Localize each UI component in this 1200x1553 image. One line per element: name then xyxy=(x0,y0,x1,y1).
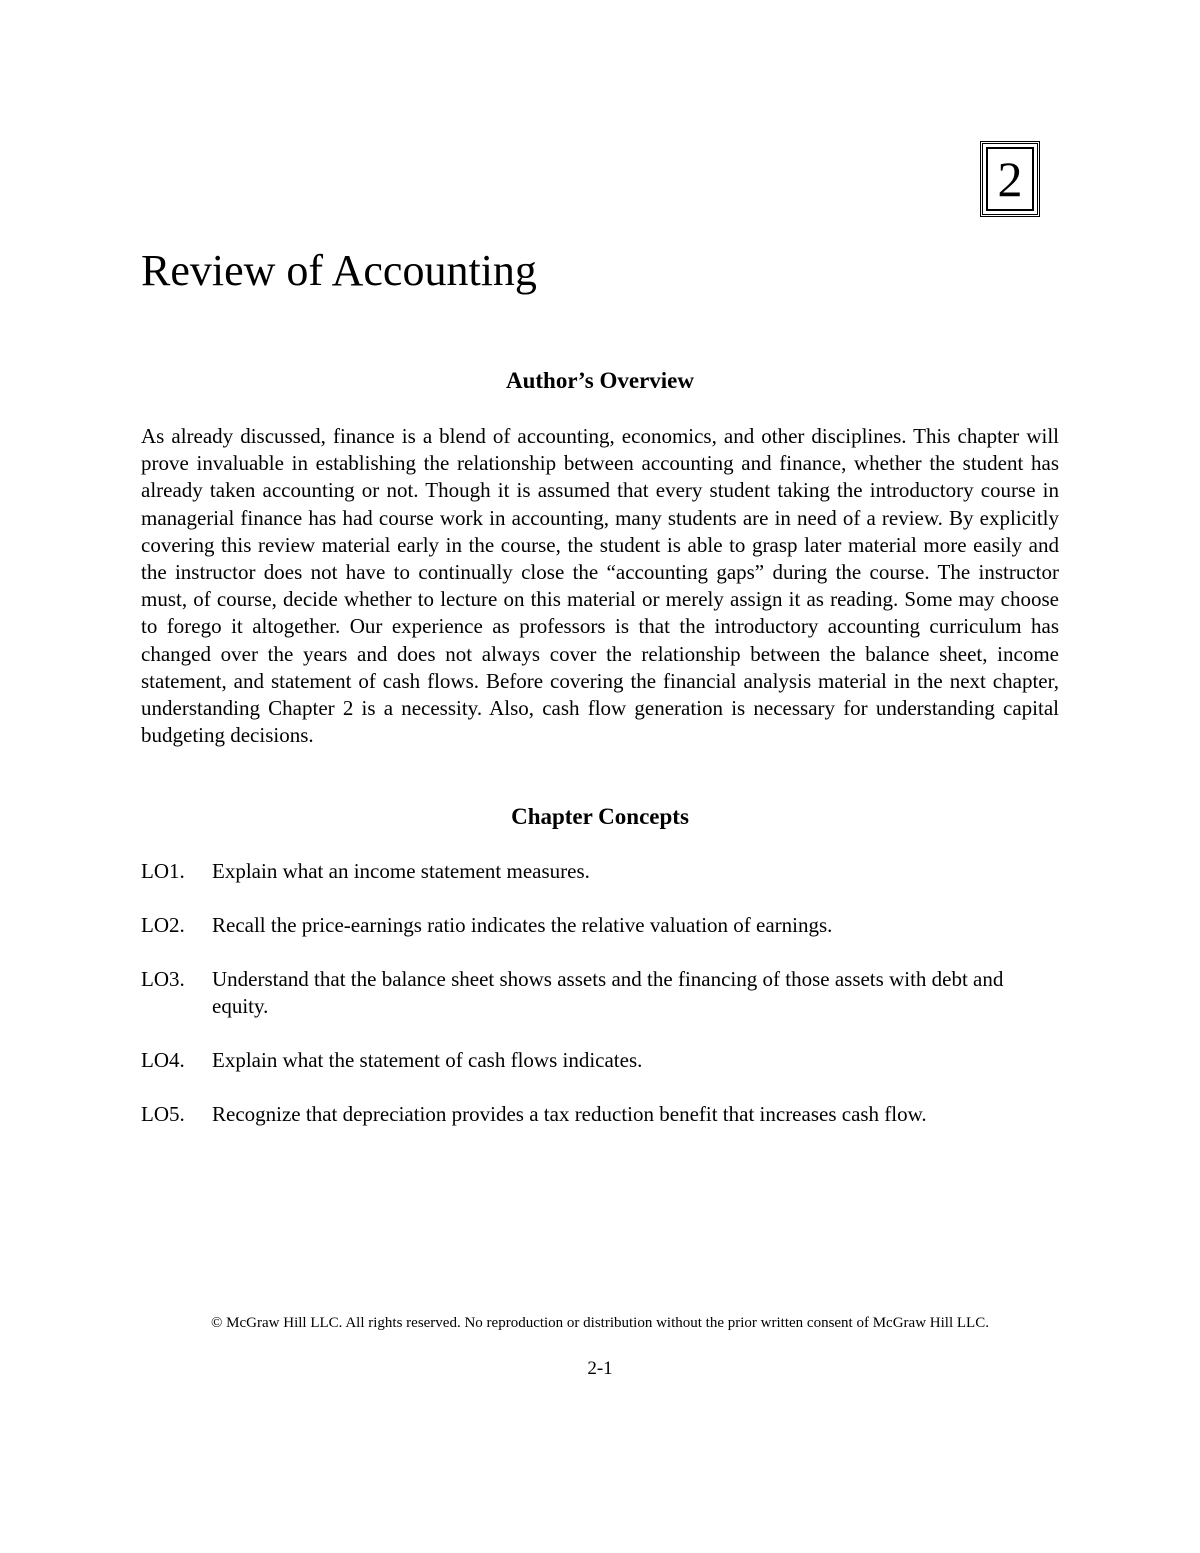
learning-objective-text: Explain what the statement of cash flows indicates. xyxy=(212,1048,643,1072)
learning-objective-text: Explain what an income statement measures. xyxy=(212,859,590,883)
learning-objective-code: LO3. xyxy=(141,967,185,991)
concepts-heading: Chapter Concepts xyxy=(511,804,689,829)
learning-objective-item xyxy=(141,1047,1059,1074)
page-number: 2-1 xyxy=(587,1358,613,1379)
overview-heading: Author’s Overview xyxy=(506,368,694,393)
overview-paragraph: As already discussed, finance is a blend of accounting, economics, and other disciplines. This chapter will prove invaluable in establishing the relationship between accounting and finance, whether the student has already taken accounting or not. Though it is assumed that every student taking the introductory course in managerial finance has had course work in accounting, many students are in need of a review. By explicitly covering this review material early in the course, the student is able to grasp later material more easily and the instructor does not have to continually close the “accounting gaps” during the course. The instructor must, of course, decide whether to lecture on this material or merely assign it as reading. Some may choose to forego it altogether. Our experience as professors is that the introductory accounting curriculum has changed over the years and does not always cover the relationship between the balance sheet, income statement, and statement of cash flows. Before covering the financial analysis material in the next chapter, understanding Chapter 2 is a necessity. Also, cash flow generation is necessary for understanding capital budgeting decisions. xyxy=(141,424,1059,748)
learning-objective-code: LO4. xyxy=(141,1048,185,1072)
learning-objective-code: LO2. xyxy=(141,913,185,937)
learning-objective-item xyxy=(141,1101,1059,1128)
learning-objective-text: Recognize that depreciation provides a tax reduction benefit that increases cash flow. xyxy=(212,1102,927,1126)
learning-objective-text: Understand that the balance sheet shows assets and the financing of those assets with debt and equity. xyxy=(212,967,1004,1018)
copyright-notice: © McGraw Hill LLC. All rights reserved. No reproduction or distribution without the prior written consent of McGraw Hill LLC. xyxy=(211,1315,989,1331)
learning-objective-text: Recall the price-earnings ratio indicates the relative valuation of earnings. xyxy=(212,913,833,937)
learning-objective-code: LO5. xyxy=(141,1102,185,1126)
learning-objectives-list xyxy=(141,858,1059,1155)
chapter-number: 2 xyxy=(997,151,1023,207)
learning-objective-item xyxy=(141,912,1059,939)
chapter-title: Review of Accounting xyxy=(141,246,537,295)
learning-objective-item xyxy=(141,966,1059,1020)
chapter-number-box xyxy=(980,141,1040,217)
learning-objective-item xyxy=(141,858,1059,885)
learning-objective-code: LO1. xyxy=(141,859,185,883)
